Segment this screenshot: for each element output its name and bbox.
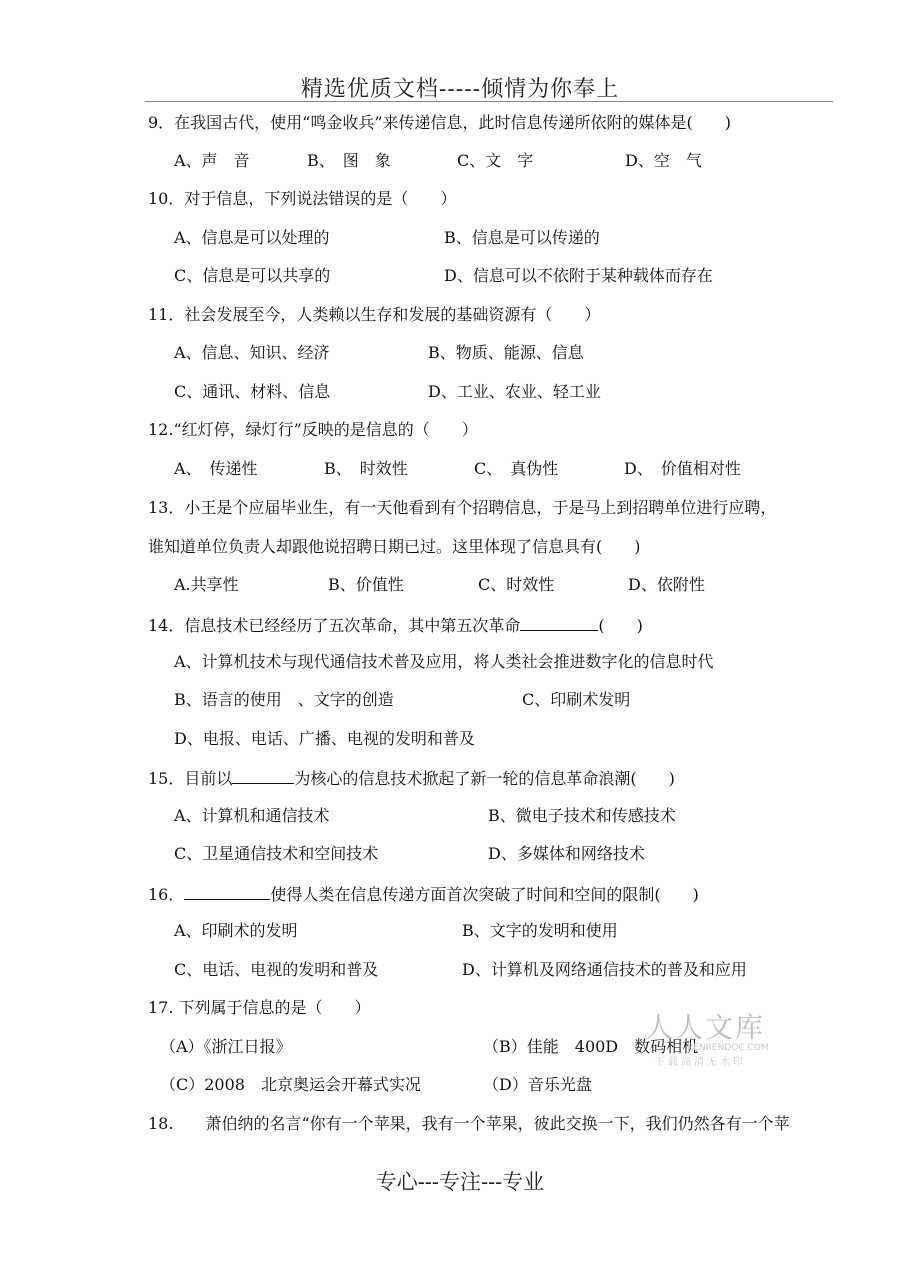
- q10-option-c: C、信息是可以共享的: [174, 266, 331, 285]
- question-9: 9．在我国古代，使用“鸣金收兵”来传递信息，此时信息传递所依附的媒体是( ): [148, 113, 732, 132]
- q16-option-c: C、电话、电视的发明和普及: [174, 960, 379, 979]
- question-15: [148, 767, 675, 789]
- q9-option-d: D、空 气: [625, 151, 702, 170]
- watermark-url: RENRENDOC.COM: [687, 1043, 769, 1053]
- q15-text-post: 为核心的信息技术掀起了新一轮的信息革命浪潮( ): [294, 769, 675, 788]
- question-11: 11．社会发展至今，人类赖以生存和发展的基础资源有（ ）: [148, 305, 601, 324]
- question-18: 18. 萧伯纳的名言“你有一个苹果，我有一个苹果，彼此交换一下，我们仍然各有一个苹: [148, 1114, 790, 1133]
- q11-option-c: C、通讯、材料、信息: [174, 382, 331, 401]
- question-13-continued: 谁知道单位负责人却跟他说招聘日期已过。这里体现了信息具有( ): [148, 537, 641, 556]
- q16-blank: [184, 883, 270, 900]
- page-footer: 专心---专注---专业: [375, 1170, 545, 1194]
- q11-option-d: D、工业、农业、轻工业: [428, 382, 601, 401]
- watermark-title: 人人文库: [645, 1011, 766, 1044]
- q12-option-d: D、 价值相对性: [624, 459, 741, 478]
- question-12: 12.“红灯停，绿灯行”反映的是信息的（ ）: [148, 420, 478, 439]
- q16-text-pre: 16．: [148, 885, 185, 904]
- q14-option-c: C、印刷术发明: [522, 690, 631, 709]
- q15-option-a: A、计算机和通信技术: [174, 806, 330, 825]
- q17-option-a: （A）《浙江日报》: [160, 1037, 292, 1056]
- q14-blank: [520, 614, 598, 631]
- q15-blank: [232, 767, 294, 784]
- q12-option-b: B、 时效性: [324, 459, 408, 478]
- q10-option-a: A、信息是可以处理的: [174, 228, 330, 247]
- q16-option-a: A、印刷术的发明: [174, 921, 298, 940]
- q9-option-c: C、文 字: [457, 151, 534, 170]
- q15-text-pre: 15．目前以: [148, 769, 233, 788]
- q14-option-d: D、电报、电话、广播、电视的发明和普及: [174, 729, 475, 748]
- question-14: [148, 614, 643, 636]
- q14-text-pre: 14．信息技术已经经历了五次革命，其中第五次革命: [148, 616, 521, 635]
- q14-text-post: ( ): [598, 616, 643, 635]
- q12-option-a: A、 传递性: [174, 459, 258, 478]
- q9-option-b: B、 图 象: [307, 151, 391, 170]
- watermark-subtitle: 下载高清无水印: [655, 1057, 746, 1068]
- q10-option-b: B、信息是可以传递的: [444, 228, 600, 247]
- q17-option-d: （D）音乐光盘: [483, 1075, 592, 1094]
- q16-text-post: 使得人类在信息传递方面首次突破了时间和空间的限制( ): [270, 885, 699, 904]
- q17-option-c: （C）2008 北京奥运会开幕式实况: [160, 1075, 421, 1094]
- question-10: 10．对于信息，下列说法错误的是（ ）: [148, 189, 457, 208]
- question-13: 13．小王是个应届毕业生，有一天他看到有个招聘信息，于是马上到招聘单位进行应聘，: [148, 498, 777, 517]
- q10-option-d: D、信息可以不依附于某种载体而存在: [444, 266, 713, 285]
- q13-option-c: C、时效性: [478, 575, 555, 594]
- question-17: 17. 下列属于信息的是（ ）: [148, 998, 371, 1017]
- q13-option-a: A.共享性: [174, 575, 239, 594]
- q14-option-a: A、计算机技术与现代通信技术普及应用，将人类社会推进数字化的信息时代: [174, 652, 714, 671]
- header-rule: [145, 101, 833, 102]
- q17-option-b: （B）佳能 400D 数码相机: [483, 1037, 699, 1056]
- q11-option-a: A、信息、知识、经济: [174, 343, 330, 362]
- page-header: 精选优质文档-----倾情为你奉上: [300, 77, 620, 102]
- q13-option-d: D、依附性: [628, 575, 705, 594]
- watermark-logo: [645, 1006, 785, 1066]
- q14-option-b: B、语言的使用 、文字的创造: [174, 690, 394, 709]
- q16-option-d: D、计算机及网络通信技术的普及和应用: [462, 960, 747, 979]
- q11-option-b: B、物质、能源、信息: [428, 343, 584, 362]
- question-16: [148, 883, 699, 905]
- q9-option-a: A、声 音: [174, 151, 250, 170]
- q15-option-c: C、卫星通信技术和空间技术: [174, 844, 379, 863]
- q13-option-b: B、价值性: [328, 575, 404, 594]
- q15-option-d: D、多媒体和网络技术: [488, 844, 645, 863]
- q15-option-b: B、微电子技术和传感技术: [488, 806, 676, 825]
- q12-option-c: C、 真伪性: [474, 459, 559, 478]
- q16-option-b: B、文字的发明和使用: [462, 921, 618, 940]
